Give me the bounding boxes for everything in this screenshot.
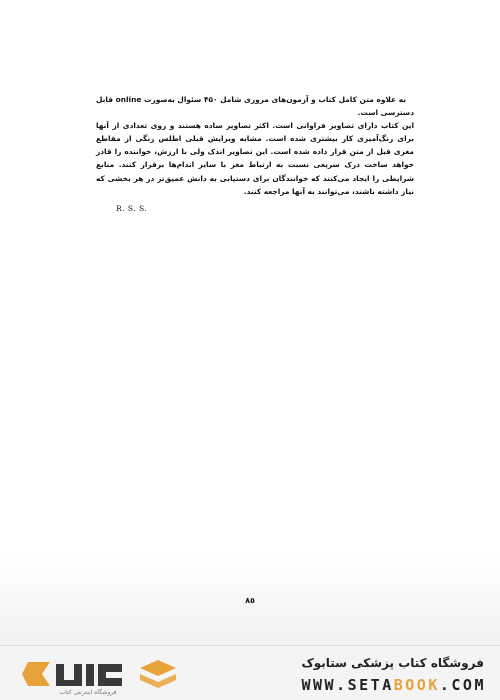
url-prefix: WWW.SETA bbox=[301, 676, 394, 694]
store-url[interactable] bbox=[302, 676, 487, 694]
logo-tagline: فروشگاه اینترنتی کتاب bbox=[59, 689, 117, 696]
author-signature: R. S. S. bbox=[116, 204, 148, 213]
book-icon bbox=[140, 660, 176, 676]
double-chevron-icon bbox=[22, 662, 50, 686]
paragraph-2: این کتاب دارای تصاویر فراوانی است. اکثر تصاویر ساده هستند و روی تعدادی از آنها برای رنگ‌آمیزی کار بیشتری شده است. مشابه ویرایش قبلی اطلس رنگی از مقاطع مغزی قبل از متن قرار داده شده است. این تصاویر اندک ولی با ارزش، خواننده را قادر خواهد ساخت درک سریعی نسبت به ارتباط مغز با سایر اندام‌ها برقرار کنند. منابع شرایطی را ایجاد می‌کنند که خوانندگان برای دستیابی به دانش عمیق‌تر در هر بخشی که نیاز داشته باشند، می‌توانند به آنها مراجعه کنند. bbox=[96, 121, 414, 196]
url-accent: BOOK bbox=[393, 676, 440, 694]
setabook-logo bbox=[22, 654, 192, 696]
url-suffix: .COM bbox=[439, 676, 486, 694]
store-name: فروشگاه کتاب پزشکی ستابوک bbox=[301, 656, 484, 670]
publisher-banner bbox=[0, 645, 500, 700]
paragraph-1: به علاوه متن کامل کتاب و آزمون‌های مروری شامل ۴۵۰ سئوال به‌صورت online قابل دسترسی است. bbox=[96, 95, 414, 118]
page-number: ۸٥ bbox=[245, 596, 255, 605]
preface-text bbox=[96, 93, 414, 198]
